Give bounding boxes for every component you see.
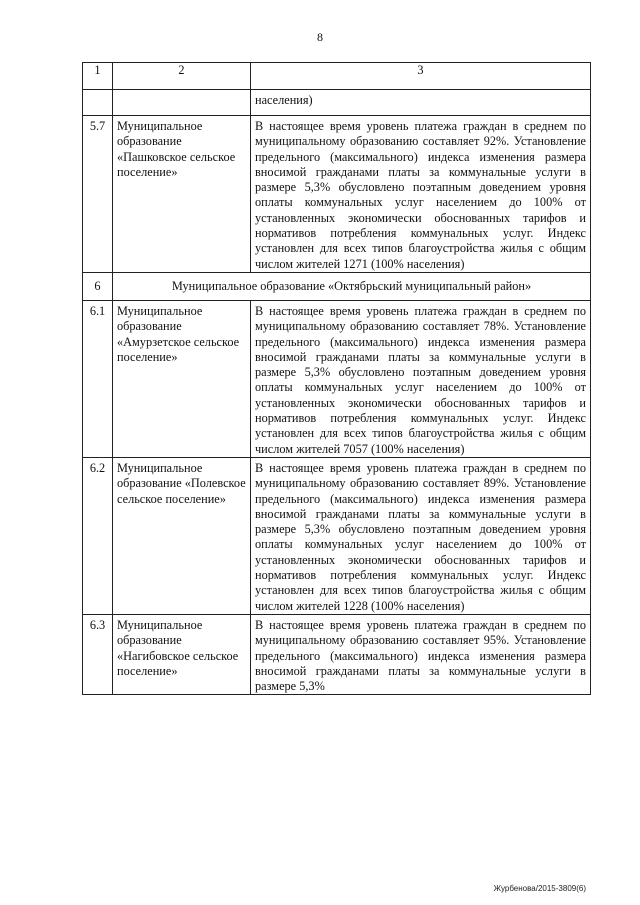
table-header-row [83,63,591,90]
row-number: 6.3 [83,614,113,694]
row-name: Муниципальное образование «Амурзетское сельское поселение» [113,300,251,457]
row-number: 6.2 [83,457,113,614]
row-number: 5.7 [83,116,113,273]
row-name [113,90,251,116]
row-text: В настоящее время уровень платежа граждан в среднем по муниципальному образованию составляет 78%. Установление предельного (максимального) индекса изменения размера вносимой гражданами платы за коммунальные услуги в размере 5,3% обусловлено поэтапным доведением уровня оплаты коммунальных услуг населением до 100% от установленных экономически обоснованных тарифов и нормативов потребления коммунальных услуг. Индекс установлен для всех типов благоустройства жилья с общим числом жителей 7057 (100% населения) [251,300,591,457]
header-col-1: 1 [83,63,113,90]
section-number: 6 [83,272,113,300]
row-number: 6.1 [83,300,113,457]
continuation-row [83,90,591,116]
table-row [83,614,591,694]
row-text: В настоящее время уровень платежа граждан в среднем по муниципальному образованию составляет 95%. Установление предельного (максимального) индекса изменения размера вносимой гражданами платы за коммунальные услуги в размере 5,3% [251,614,591,694]
tariff-table [82,62,591,695]
table-row [83,457,591,614]
header-col-3: 3 [251,63,591,90]
table-row [83,300,591,457]
section-title: Муниципальное образование «Октябрьский муниципальный район» [113,272,591,300]
table-row [83,116,591,273]
header-col-2: 2 [113,63,251,90]
row-number [83,90,113,116]
row-name: Муниципальное образование «Полевское сельское поселение» [113,457,251,614]
row-text: В настоящее время уровень платежа граждан в среднем по муниципальному образованию составляет 89%. Установление предельного (максимального) индекса изменения размера вносимой гражданами платы за коммунальные услуги в размере 5,3% обусловлено поэтапным доведением уровня оплаты коммунальных услуг населением до 100% от установленных экономически обоснованных тарифов и нормативов потребления коммунальных услуг. Индекс установлен для всех типов благоустройства жилья с общим числом жителей 1228 (100% населения) [251,457,591,614]
row-name: Муниципальное образование «Пашковское сельское поселение» [113,116,251,273]
row-name: Муниципальное образование «Нагибовское сельское поселение» [113,614,251,694]
section-row [83,272,591,300]
page-number: 8 [317,30,323,44]
row-text: населения) [251,90,591,116]
document-code: Журбенова/2015-3809(6) [493,884,586,893]
row-text: В настоящее время уровень платежа граждан в среднем по муниципальному образованию составляет 92%. Установление предельного (максимального) индекса изменения размера вносимой гражданами платы за коммунальные услуги в размере 5,3% обусловлено поэтапным доведением уровня оплаты коммунальных услуг населением до 100% от установленных экономически обоснованных тарифов и нормативов потребления коммунальных услуг. Индекс установлен для всех типов благоустройства жилья с общим числом жителей 1271 (100% населения) [251,116,591,273]
